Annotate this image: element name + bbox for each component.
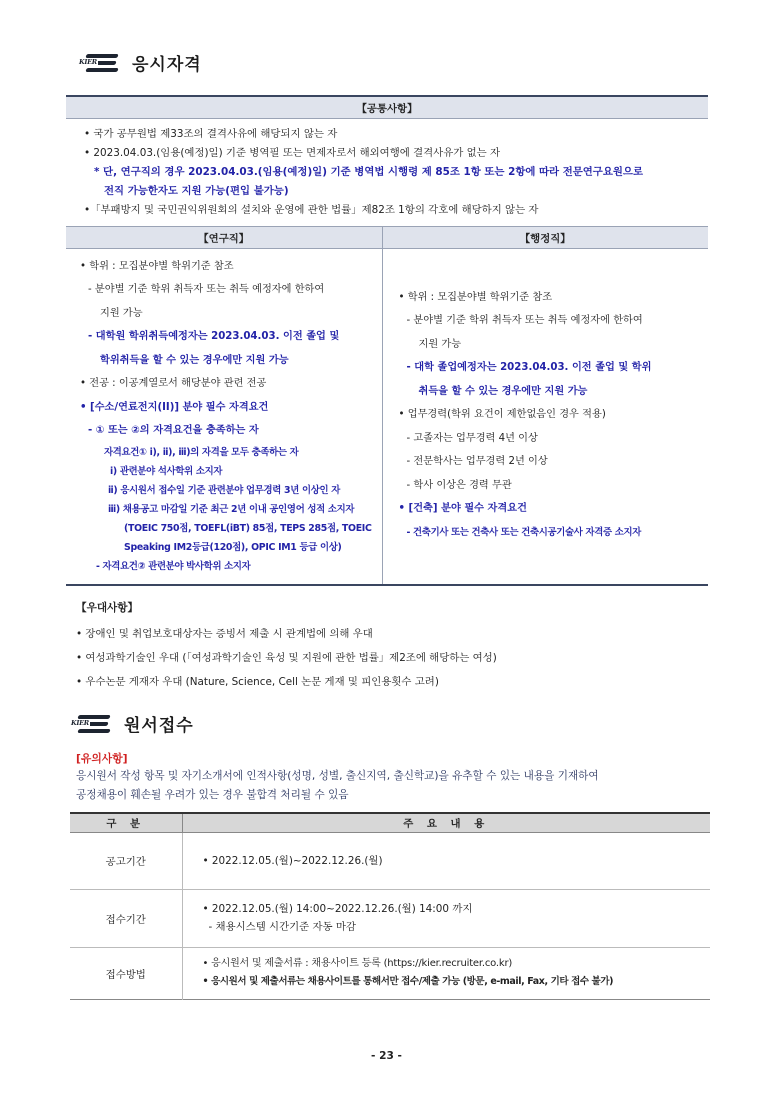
notice-header: [유의사항] bbox=[76, 752, 128, 765]
apply-content-line: • 2022.12.05.(월)~2022.12.26.(월) bbox=[202, 854, 383, 867]
common-line: • 국가 공무원법 제33조의 결격사유에 해당되지 않는 자 bbox=[84, 127, 338, 140]
admin-line: 지원 가능 bbox=[418, 338, 462, 350]
research-line: ⅰ) 관련분야 석사학위 소지자 bbox=[110, 465, 223, 477]
admin-line: - 대학 졸업예정자는 2023.04.03. 이전 졸업 및 학위 bbox=[406, 362, 652, 374]
admin-line: - 학사 이상은 경력 무관 bbox=[406, 479, 512, 491]
research-line: Speaking IM2등급(120점), OPIC IM1 등급 이상) bbox=[124, 541, 342, 553]
research-line: 지원 가능 bbox=[100, 307, 143, 319]
admin-line: • [건축] 분야 필수 자격요건 bbox=[398, 503, 527, 515]
qualification-table bbox=[66, 95, 708, 586]
table-row bbox=[70, 889, 710, 947]
admin-line: - 분야별 기준 학위 취득자 또는 취득 예정자에 한하여 bbox=[406, 315, 643, 327]
admin-line: - 전문학사는 업무경력 2년 이상 bbox=[406, 456, 548, 468]
research-line: ⅲ) 채용공고 마감일 기준 최근 2년 이내 공인영어 성적 소지자 bbox=[108, 503, 355, 515]
common-header: 【공통사항】 bbox=[66, 96, 708, 118]
application-table bbox=[70, 812, 710, 1000]
admin-line: - 건축기사 또는 건축사 또는 건축시공기술사 자격증 소지자 bbox=[406, 526, 641, 538]
section-heading-application bbox=[70, 711, 194, 736]
research-line: 자격요건① ⅰ), ⅱ), ⅲ)의 자격을 모두 충족하는 자 bbox=[104, 446, 299, 458]
kier-logo-icon: KIER bbox=[70, 713, 112, 735]
research-header: 【연구직】 bbox=[66, 226, 382, 248]
apply-category: 접수기간 bbox=[70, 889, 182, 947]
research-line: • 전공 : 이공계열로서 해당분야 관련 전공 bbox=[80, 378, 267, 389]
admin-line: - 고졸자는 업무경력 4년 이상 bbox=[406, 432, 538, 444]
preference-line: • 여성과학기술인 우대 (「여성과학기술인 육성 및 지원에 관한 법률」제2조에 해당하는 여성) bbox=[76, 652, 497, 664]
admin-line: 취득을 할 수 있는 경우에만 지원 가능 bbox=[418, 385, 588, 397]
apply-content bbox=[182, 889, 710, 947]
research-line: - ① 또는 ②의 자격요건을 충족하는 자 bbox=[88, 425, 259, 436]
preference-line: • 우수논문 게재자 우대 (Nature, Science, Cell 논문 게재 및 피인용횟수 고려) bbox=[76, 676, 439, 688]
research-line: - 분야별 기준 학위 취득자 또는 취득 예정자에 한하여 bbox=[88, 284, 325, 295]
apply-category: 공고기간 bbox=[70, 832, 182, 889]
research-line: 학위취득을 할 수 있는 경우에만 지원 가능 bbox=[100, 354, 289, 366]
preference-section bbox=[76, 600, 716, 694]
research-line: ⅱ) 응시원서 접수일 기준 관련분야 업무경력 3년 이상인 자 bbox=[108, 484, 340, 496]
apply-content bbox=[182, 947, 710, 999]
page-number: - 23 - bbox=[371, 1050, 402, 1062]
section-title: 응시자격 bbox=[132, 55, 202, 75]
preference-header: 【우대사항】 bbox=[76, 602, 139, 614]
section-title: 원서접수 bbox=[124, 716, 194, 736]
preference-line: • 장애인 및 취업보호대상자는 증빙서 제출 시 관계법에 의해 우대 bbox=[76, 628, 373, 640]
admin-line: • 업무경력(학위 요건이 제한없음인 경우 적용) bbox=[398, 409, 606, 421]
table-row bbox=[70, 947, 710, 999]
common-note-line: 전직 가능한자도 지원 가능(편입 불가능) bbox=[104, 184, 289, 197]
research-line: - 자격요건② 관련분야 박사학위 소지자 bbox=[96, 560, 251, 572]
common-line: • 2023.04.03.(임용(예정)일) 기준 병역필 또는 면제자로서 해외여행에 결격사유가 없는 자 bbox=[84, 146, 500, 159]
admin-header: 【행정직】 bbox=[382, 226, 708, 248]
apply-content-line: • 응시원서 및 제출서류는 채용사이트를 통해서만 접수/제출 가능 (방문, e-mail, Fax, 기타 접수 불가) bbox=[202, 976, 614, 987]
notice-line: 응시원서 작성 항목 및 자기소개서에 인적사항(성명, 성별, 출신지역, 출신학교)을 유추할 수 있는 내용을 기재하여 bbox=[76, 770, 599, 782]
apply-col-header: 주 요 내 용 bbox=[182, 813, 710, 832]
research-line: • 학위 : 모집분야별 학위기준 참조 bbox=[80, 260, 234, 272]
research-line: - 대학원 학위취득예정자는 2023.04.03. 이전 졸업 및 bbox=[88, 331, 340, 342]
research-line: • [수소/연료전지(II)] 분야 필수 자격요건 bbox=[80, 401, 269, 413]
research-line: (TOEIC 750점, TOEFL(iBT) 85점, TEPS 285점, TOEIC bbox=[124, 522, 372, 534]
notice-line: 공정채용이 훼손될 우려가 있는 경우 불합격 처리될 수 있음 bbox=[76, 789, 349, 801]
apply-category: 접수방법 bbox=[70, 947, 182, 999]
admin-column bbox=[382, 248, 708, 585]
common-note-line: * 단, 연구직의 경우 2023.04.03.(임용(예정)일) 기준 병역법 시행령 제 85조 1항 또는 2항에 따라 전문연구요원으로 bbox=[94, 165, 643, 178]
common-line: •「부패방지 및 국민권익위원회의 설치와 운영에 관한 법률」제82조 1항의 각호에 해당하지 않는 자 bbox=[84, 203, 539, 216]
apply-content-line: • 2022.12.05.(월) 14:00~2022.12.26.(월) 14:00 까지 bbox=[202, 903, 473, 915]
apply-col-header: 구 분 bbox=[70, 813, 182, 832]
apply-content-line: - 채용시스템 시간기준 자동 마감 bbox=[208, 921, 356, 933]
apply-content bbox=[182, 832, 710, 889]
common-body bbox=[66, 118, 708, 226]
research-column bbox=[66, 248, 382, 585]
admin-line: • 학위 : 모집분야별 학위기준 참조 bbox=[398, 291, 553, 303]
kier-logo-icon: KIER bbox=[78, 52, 120, 74]
table-row bbox=[70, 832, 710, 889]
section-heading-qualification bbox=[78, 50, 202, 75]
apply-content-line: • 응시원서 및 제출서류 : 채용사이트 등록 (https://kier.recruiter.co.kr) bbox=[202, 958, 513, 969]
notice-section bbox=[76, 750, 726, 805]
